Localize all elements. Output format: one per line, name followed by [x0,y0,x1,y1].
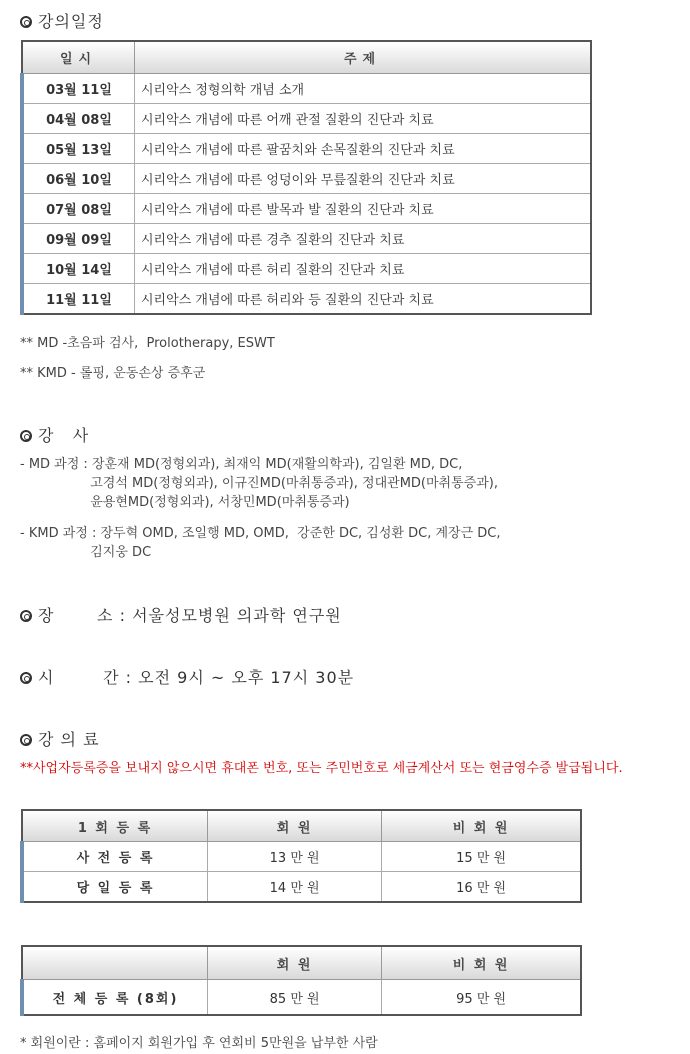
fee-row-label: 당 일 등 록 [22,872,208,903]
row-date: 06월 10일 [22,164,135,194]
fee-member: 85 만 원 [208,980,382,1016]
instructors-kmd-line2: 김지웅 DC [20,545,152,560]
fee-table-header [22,810,581,842]
fee-header-nonmember: 비 회 원 [382,946,581,980]
fee-row-label: 사 전 등 록 [22,842,208,872]
fee-nonmember: 95 만 원 [382,980,581,1016]
double-circle-icon [20,734,32,746]
fee-table-single [20,809,582,903]
row-date: 10월 14일 [22,254,135,284]
note-kmd: ** KMD - 롤핑, 운동손상 증후군 [20,366,206,381]
venue-label: 장 소 : [38,606,126,625]
row-topic: 시리악스 정형의학 개념 소개 [135,74,592,104]
row-topic: 시리악스 개념에 따른 허리와 등 질환의 진단과 치료 [135,284,592,315]
fees-heading-text: 강 의 료 [38,730,100,749]
row-date: 09월 09일 [22,224,135,254]
double-circle-icon [20,16,32,28]
fee-member: 14 만 원 [208,872,382,903]
fee-table-header [22,946,581,980]
schedule-table [20,40,592,315]
table-row [22,194,591,224]
schedule-header-row [22,41,591,74]
table-row [22,104,591,134]
col-date-header: 일시 [22,41,135,74]
instructors-kmd-line1: - KMD 과정 : 장두혁 OMD, 조일행 MD, OMD, 강준한 DC, 김성환 DC, 계장근 DC, [20,526,501,541]
table-row [22,224,591,254]
row-date: 04월 08일 [22,104,135,134]
instructors-heading-text: 강 사 [38,426,90,445]
venue [20,603,342,626]
instructors-md-line2: 고경석 MD(정형외과), 이규진MD(마취통증과), 정대관MD(마취통증과), [20,476,498,491]
table-row [22,842,581,872]
instructors-md-line1: - MD 과정 : 장훈재 MD(정형외과), 최재익 MD(재활의학과), 김일환 MD, DC, [20,457,463,472]
schedule-heading [20,9,104,32]
fees-footnote: * 회원이란 : 홈페이지 회원가입 후 연회비 5만원을 납부한 사람 [20,1036,378,1051]
instructors-heading [20,423,89,446]
row-topic: 시리악스 개념에 따른 어깨 관절 질환의 진단과 치료 [135,104,592,134]
row-date: 07월 08일 [22,194,135,224]
double-circle-icon [20,430,32,442]
fee-member: 13 만 원 [208,842,382,872]
row-date: 05월 13일 [22,134,135,164]
fees-notice: **사업자등록증을 보내지 않으시면 휴대폰 번호, 또는 주민번호로 세금계산서 또는 현금영수증 발급됩니다. [20,761,623,776]
row-topic: 시리악스 개념에 따른 허리 질환의 진단과 치료 [135,254,592,284]
fee-header-empty [22,946,208,980]
fee-header-label: 1 회 등 록 [22,810,208,842]
time [20,665,354,688]
fee-table-full [20,945,582,1016]
row-date: 03월 11일 [22,74,135,104]
schedule-heading-text: 강의일정 [38,12,104,31]
table-row [22,74,591,104]
row-date: 11월 11일 [22,284,135,315]
row-topic: 시리악스 개념에 따른 엉덩이와 무릎질환의 진단과 치료 [135,164,592,194]
table-row [22,980,581,1016]
col-topic-header: 주제 [135,41,592,74]
table-row [22,164,591,194]
table-row [22,284,591,315]
time-value: 오전 9시 ~ 오후 17시 30분 [138,668,355,687]
fee-row-label: 전 체 등 록 (8회) [22,980,208,1016]
note-md: ** MD -초음파 검사, Prolotherapy, ESWT [20,336,275,351]
venue-value: 서울성모병원 의과학 연구원 [132,606,342,625]
fee-header-member: 회 원 [208,946,382,980]
table-row [22,254,591,284]
row-topic: 시리악스 개념에 따른 팔꿈치와 손목질환의 진단과 치료 [135,134,592,164]
instructors-md-line3: 윤용현MD(정형외과), 서창민MD(마취통증과) [20,495,350,510]
row-topic: 시리악스 개념에 따른 경추 질환의 진단과 치료 [135,224,592,254]
row-topic: 시리악스 개념에 따른 발목과 발 질환의 진단과 치료 [135,194,592,224]
double-circle-icon [20,610,32,622]
fee-header-member: 회 원 [208,810,382,842]
time-label: 시 간 : [38,668,133,687]
fees-heading [20,727,100,750]
double-circle-icon [20,672,32,684]
table-row [22,134,591,164]
fee-nonmember: 16 만 원 [382,872,581,903]
table-row [22,872,581,903]
fee-header-nonmember: 비 회 원 [382,810,581,842]
fee-nonmember: 15 만 원 [382,842,581,872]
